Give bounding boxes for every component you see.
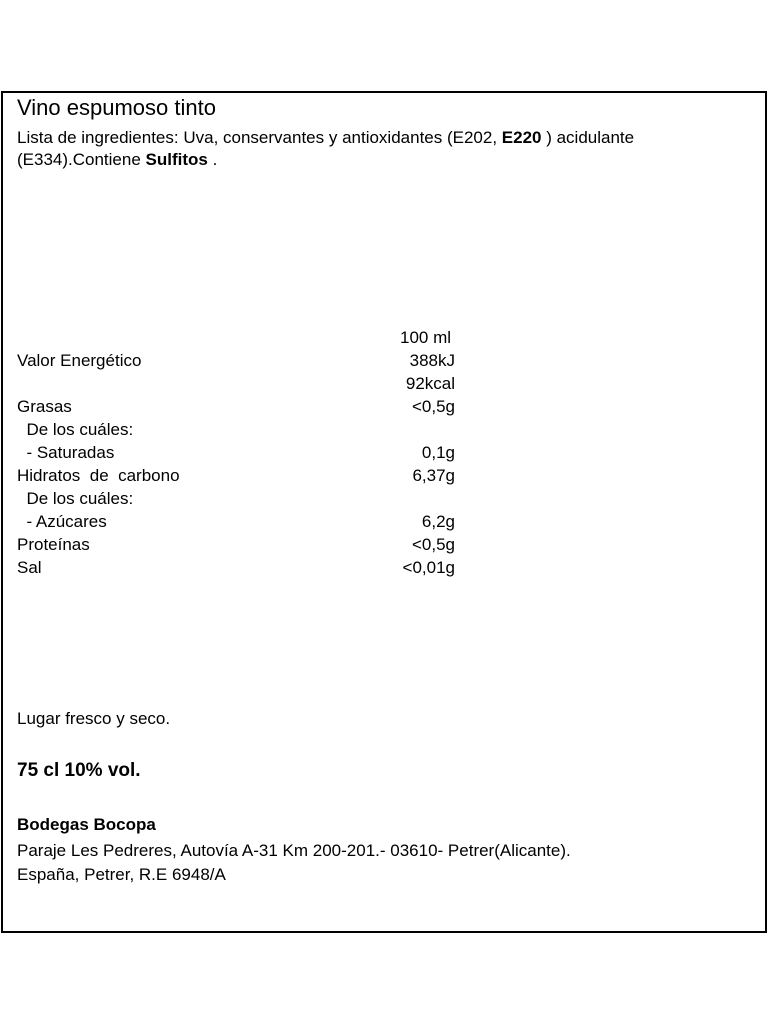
nutrition-row-value: 6,2g [421, 512, 455, 531]
product-label [1, 91, 767, 933]
ingredients-suffix: . [207, 150, 218, 169]
ingredients-list [17, 127, 717, 171]
nutrition-column-header: 100 ml [400, 328, 452, 347]
allergen-e220: E220 [501, 128, 542, 147]
nutrition-row-value: 92kcal [405, 374, 455, 393]
ingredients-middle: ) acidulante (E334).Contiene [17, 128, 635, 169]
nutrition-row-value: 0,1g [421, 443, 455, 462]
nutrition-row-value: <0,01g [402, 558, 455, 577]
nutrition-row-label: De los cuáles: [17, 420, 134, 439]
ingredients-prefix: Lista de ingredientes: Uva, conservantes y antioxidantes (E202, [17, 128, 502, 147]
nutrition-row-value: 388kJ [409, 351, 455, 370]
nutrition-row-label: Grasas [17, 397, 72, 416]
nutrition-row-label: Sal [17, 558, 42, 577]
nutrition-row-value: <0,5g [411, 535, 455, 554]
nutrition-row-label: Hidratos de carbono [17, 466, 180, 485]
storage-instructions: Lugar fresco y seco. [17, 709, 171, 728]
nutrition-row-label: - Azúcares [17, 512, 107, 531]
producer-name: Bodegas Bocopa [17, 815, 156, 834]
nutrition-row-label: Valor Energético [17, 351, 142, 370]
product-title: Vino espumoso tinto [17, 95, 216, 120]
nutrition-row-label: - Saturadas [17, 443, 115, 462]
producer-address: Paraje Les Pedreres, Autovía A-31 Km 200-201.- 03610- Petrer(Alicante). [17, 841, 571, 860]
producer-registration: España, Petrer, R.E 6948/A [17, 865, 226, 884]
volume-alcohol: 75 cl 10% vol. [17, 760, 141, 781]
allergen-sulfitos: Sulfitos [145, 150, 208, 169]
nutrition-row-value: 6,37g [412, 466, 455, 485]
nutrition-row-label: De los cuáles: [17, 489, 134, 508]
nutrition-row-label: Proteínas [17, 535, 90, 554]
nutrition-row-value: <0,5g [411, 397, 455, 416]
